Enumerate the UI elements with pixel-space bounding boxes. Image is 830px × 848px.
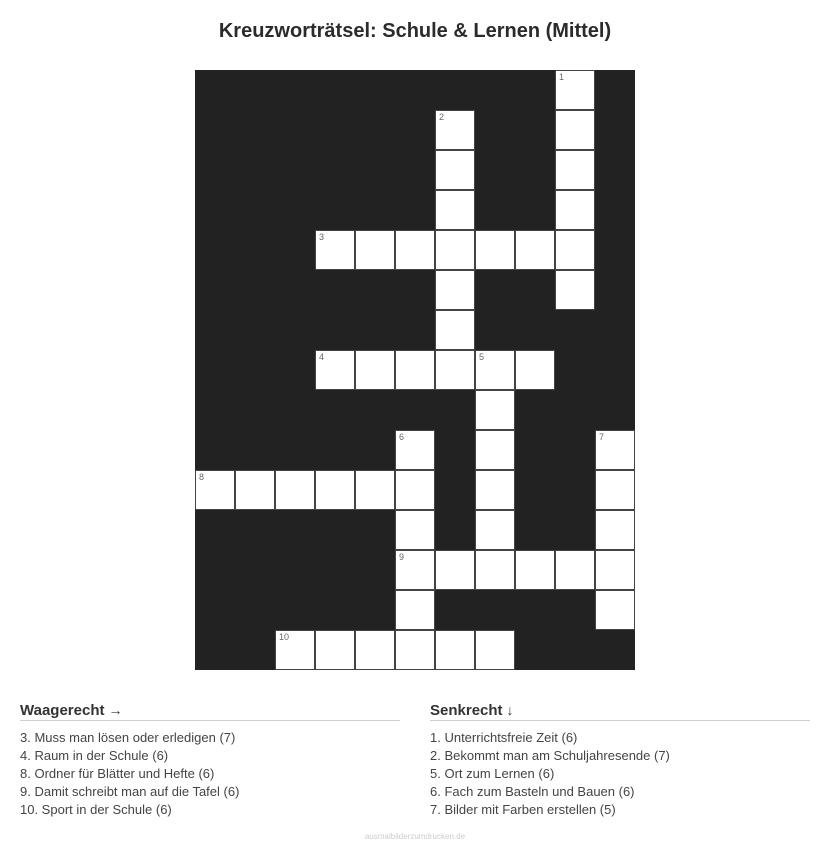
clue-number: 10 bbox=[279, 632, 290, 642]
crossword-cell[interactable] bbox=[395, 470, 435, 510]
crossword-cell[interactable] bbox=[555, 70, 595, 110]
across-clues bbox=[20, 702, 400, 819]
clue-number: 6 bbox=[399, 432, 405, 442]
down-heading-label: Senkrecht bbox=[430, 702, 503, 719]
crossword-cell[interactable] bbox=[555, 230, 595, 270]
crossword-cell[interactable] bbox=[595, 590, 635, 630]
crossword-cell[interactable] bbox=[595, 470, 635, 510]
crossword-cell[interactable] bbox=[475, 390, 515, 430]
crossword-cell[interactable] bbox=[315, 230, 355, 270]
crossword-cell[interactable] bbox=[395, 630, 435, 670]
footer-credit: ausmalbilderzumdrucken.de bbox=[364, 832, 466, 841]
crossword-cell[interactable] bbox=[435, 550, 475, 590]
clue-number: 3 bbox=[319, 232, 325, 242]
clue-number: 9 bbox=[399, 552, 405, 562]
crossword-cell[interactable] bbox=[275, 470, 315, 510]
crossword-cell[interactable] bbox=[275, 630, 315, 670]
crossword-cell[interactable] bbox=[435, 630, 475, 670]
down-heading bbox=[430, 702, 810, 721]
crossword-cell[interactable] bbox=[435, 110, 475, 150]
crossword-cell[interactable] bbox=[475, 510, 515, 550]
crossword-cell[interactable] bbox=[395, 510, 435, 550]
puzzle-title: Kreuzworträtsel: Schule & Lernen (Mittel) bbox=[218, 20, 612, 42]
crossword-cell[interactable] bbox=[475, 430, 515, 470]
crossword-cell[interactable] bbox=[315, 470, 355, 510]
across-clue: 9. Damit schreibt man auf die Tafel (6) bbox=[20, 784, 240, 799]
across-clue: 4. Raum in der Schule (6) bbox=[20, 748, 169, 763]
crossword-cell[interactable] bbox=[355, 630, 395, 670]
crossword-cell[interactable] bbox=[395, 350, 435, 390]
across-clue: 10. Sport in der Schule (6) bbox=[20, 802, 172, 817]
crossword-cell[interactable] bbox=[355, 350, 395, 390]
crossword-cell[interactable] bbox=[515, 230, 555, 270]
down-clue: 2. Bekommt man am Schuljahresende (7) bbox=[430, 748, 670, 763]
crossword-cell[interactable] bbox=[435, 270, 475, 310]
crossword-cell[interactable] bbox=[475, 230, 515, 270]
crossword-cell[interactable] bbox=[355, 230, 395, 270]
crossword-cell[interactable] bbox=[435, 310, 475, 350]
crossword-cell[interactable] bbox=[555, 190, 595, 230]
clue-number: 4 bbox=[319, 352, 325, 362]
across-clue: 3. Muss man lösen oder erledigen (7) bbox=[20, 730, 236, 745]
crossword-cell[interactable] bbox=[515, 550, 555, 590]
down-clue: 1. Unterrichtsfreie Zeit (6) bbox=[430, 730, 578, 745]
crossword-cell[interactable] bbox=[435, 230, 475, 270]
down-clue: 6. Fach zum Basteln und Bauen (6) bbox=[430, 784, 635, 799]
crossword-cell[interactable] bbox=[315, 350, 355, 390]
crossword-cell[interactable] bbox=[355, 470, 395, 510]
clue-number: 8 bbox=[199, 472, 205, 482]
crossword-cell[interactable] bbox=[475, 350, 515, 390]
crossword-cell[interactable] bbox=[475, 550, 515, 590]
crossword-cell[interactable] bbox=[435, 350, 475, 390]
clue-number: 2 bbox=[439, 112, 445, 122]
crossword-cell[interactable] bbox=[395, 550, 435, 590]
crossword-cell[interactable] bbox=[555, 270, 595, 310]
crossword-cell[interactable] bbox=[475, 470, 515, 510]
crossword-cell[interactable] bbox=[395, 590, 435, 630]
across-heading-label: Waagerecht bbox=[20, 702, 105, 719]
crossword-cell[interactable] bbox=[315, 630, 355, 670]
down-clue: 7. Bilder mit Farben erstellen (5) bbox=[430, 802, 616, 817]
crossword-cell[interactable] bbox=[595, 430, 635, 470]
crossword-cell[interactable] bbox=[595, 510, 635, 550]
crossword-cell[interactable] bbox=[555, 150, 595, 190]
down-clue: 5. Ort zum Lernen (6) bbox=[430, 766, 555, 781]
down-clues bbox=[430, 702, 810, 819]
crossword-cell[interactable] bbox=[435, 190, 475, 230]
crossword-grid bbox=[195, 70, 635, 670]
crossword-cell[interactable] bbox=[595, 550, 635, 590]
crossword-cell[interactable] bbox=[515, 350, 555, 390]
down-arrow-icon: ↓ bbox=[506, 702, 514, 718]
right-arrow-icon: → bbox=[108, 702, 123, 718]
crossword-cell[interactable] bbox=[195, 470, 235, 510]
crossword-cell[interactable] bbox=[235, 470, 275, 510]
clue-number: 5 bbox=[479, 352, 485, 362]
across-heading bbox=[20, 702, 400, 721]
across-clue: 8. Ordner für Blätter und Hefte (6) bbox=[20, 766, 215, 781]
crossword-cell[interactable] bbox=[475, 630, 515, 670]
clue-number: 1 bbox=[559, 72, 565, 82]
crossword-cell[interactable] bbox=[395, 230, 435, 270]
clue-number: 7 bbox=[599, 432, 605, 442]
crossword-cell[interactable] bbox=[395, 430, 435, 470]
crossword-cell[interactable] bbox=[555, 550, 595, 590]
crossword-cell[interactable] bbox=[555, 110, 595, 150]
crossword-cell[interactable] bbox=[435, 150, 475, 190]
